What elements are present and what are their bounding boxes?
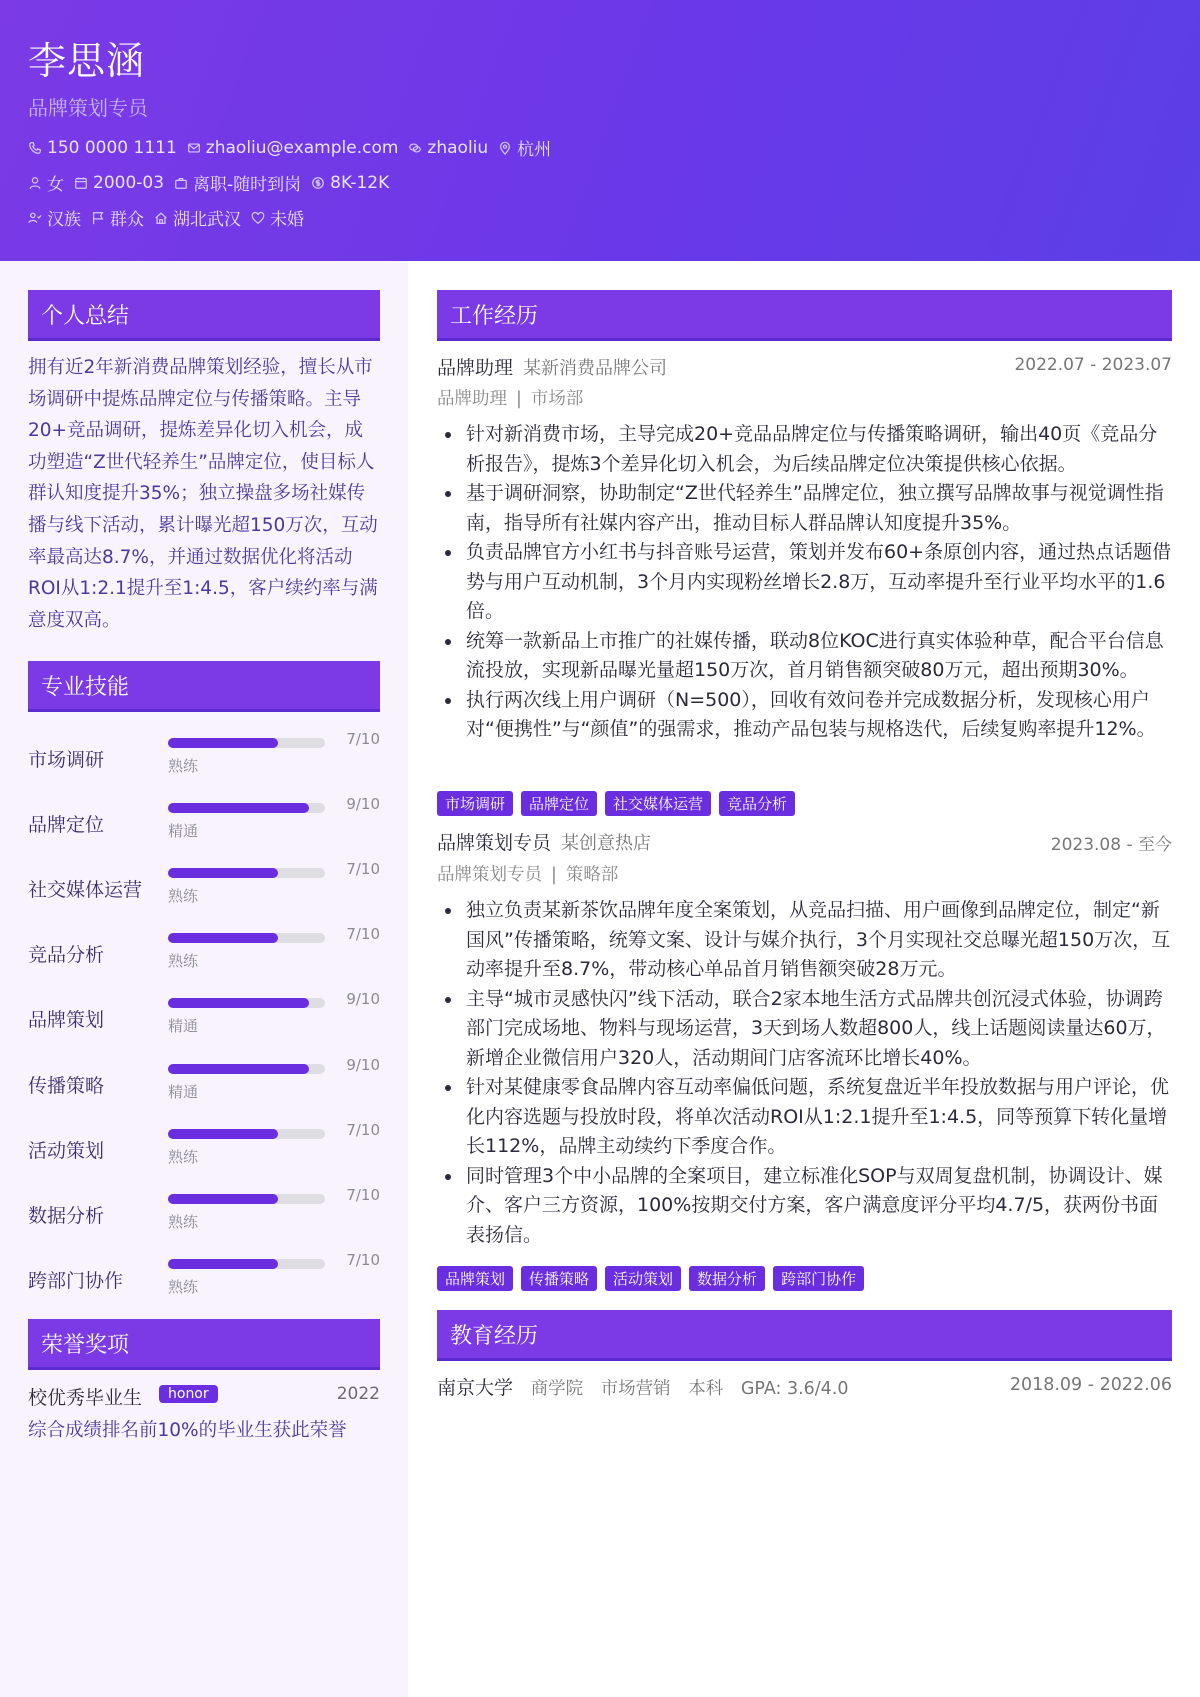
job-header xyxy=(437,828,1172,855)
skill-bar-fill xyxy=(168,738,278,748)
briefcase-icon xyxy=(174,176,188,190)
hometown-item xyxy=(154,205,241,230)
skill-row xyxy=(28,795,380,856)
skill-tag: 传播策略 xyxy=(521,1266,597,1291)
skill-bar-fill xyxy=(168,868,278,878)
skill-level: 精通 xyxy=(168,1017,199,1036)
politics-item xyxy=(91,205,144,230)
candidate-title: 品牌策划专员 xyxy=(28,96,148,120)
separator: | xyxy=(551,865,557,885)
summary-text: 拥有近2年新消费品牌策划经验，擅长从市场调研中提炼品牌定位与传播策略。主导20+竞品调研，提炼差异化切入机会，成功塑造“Z世代轻养生”品牌定位，使目标人群认知度提升35%；独立操盘多场社媒传播与线下活动，累计曝光超150万次，互动率最高达8.7%，并通过数据优化将活动ROI从1:2.1提升至1:4.5，客户续约率与满意度双高。 xyxy=(28,357,378,631)
contact-row xyxy=(28,135,561,160)
skill-row xyxy=(28,925,380,986)
email-item xyxy=(187,138,399,158)
basic-info-row xyxy=(28,170,399,195)
skill-score: 9/10 xyxy=(346,795,380,814)
flag-icon xyxy=(91,211,105,225)
honor-item xyxy=(28,1383,380,1441)
skill-level: 熟练 xyxy=(168,887,199,906)
heart-icon xyxy=(251,211,265,225)
job-department: 策略部 xyxy=(565,865,619,885)
skill-tag: 品牌策划 xyxy=(437,1266,513,1291)
job-role: 品牌助理 xyxy=(437,357,514,379)
skill-bar-fill xyxy=(168,998,309,1008)
skill-name: 竞品分析 xyxy=(28,944,105,967)
skill-row xyxy=(28,1185,380,1247)
skill-score: 7/10 xyxy=(346,1185,380,1204)
section-title-work: 工作经历 xyxy=(437,290,1172,338)
city-item xyxy=(498,135,551,160)
skill-bar-fill xyxy=(168,803,309,813)
skill-bar-fill xyxy=(168,1129,278,1139)
skill-tag: 数据分析 xyxy=(689,1266,765,1291)
job-bullet: 同时管理3个中小品牌的全案项目，建立标准化SOP与双周复盘机制，协调设计、媒介、客户三方资源，100%按期交付方案，客户满意度评分平均4.7/5，获两份书面表扬信。 xyxy=(437,1162,1172,1251)
marital-item xyxy=(251,205,304,230)
job-role: 品牌策划专员 xyxy=(437,832,552,854)
skill-name: 品牌策划 xyxy=(28,1009,105,1032)
honor-description: 综合成绩排名前10%的毕业生获此荣誉 xyxy=(28,1420,347,1441)
skill-name: 品牌定位 xyxy=(28,814,105,837)
job-bullet: 独立负责某新茶饮品牌年度全案策划，从竞品扫描、用户画像到品牌定位，制定“新国风”传播策略，统筹文案、设计与媒介执行，3个月实现社交总曝光超150万次，互动率提升至8.7%，带动核心单品首月销售额突破28万元。 xyxy=(437,896,1172,985)
gender-item xyxy=(28,170,64,195)
skill-level: 熟练 xyxy=(168,1277,199,1296)
job-bullet: 执行两次线上用户调研（N=500），回收有效问卷并完成数据分析，发现核心用户对“便携性”与“颜值”的强需求，推动产品包装与规格迭代，后续复购率提升12%。 xyxy=(437,686,1172,745)
job-header xyxy=(437,353,1172,380)
skill-name: 跨部门协作 xyxy=(28,1269,124,1292)
honor-name: 校优秀毕业生 xyxy=(28,1387,143,1409)
status-text: 离职-随时到岗 xyxy=(193,175,302,195)
job-date: 2022.07 - 2023.07 xyxy=(1014,355,1172,375)
skill-bar-fill xyxy=(168,933,278,943)
job-position: 品牌助理 xyxy=(437,389,507,409)
skill-score: 7/10 xyxy=(346,1250,380,1269)
separator: | xyxy=(516,389,522,409)
salary-text: 8K-12K xyxy=(330,172,390,193)
skill-score: 7/10 xyxy=(346,860,380,879)
job-subline xyxy=(437,861,618,886)
skill-name: 传播策略 xyxy=(28,1074,105,1097)
job-company: 某创意热店 xyxy=(561,833,652,854)
skill-tag: 社交媒体运营 xyxy=(605,791,711,816)
job-tags xyxy=(437,791,803,816)
status-item xyxy=(174,170,301,195)
edu-degree: 本科 xyxy=(688,1379,724,1399)
skill-bar-track xyxy=(168,933,325,943)
skill-row xyxy=(28,730,380,791)
skill-name: 活动策划 xyxy=(28,1139,105,1162)
education-item xyxy=(437,1373,1172,1400)
hometown-text: 湖北武汉 xyxy=(173,210,241,230)
ethnicity-text: 汉族 xyxy=(47,210,81,230)
wechat-icon xyxy=(408,141,422,155)
edu-college: 商学院 xyxy=(530,1379,584,1399)
skill-bar-track xyxy=(168,1064,325,1074)
job-date: 2023.08 - 至今 xyxy=(1050,835,1172,855)
skill-level: 熟练 xyxy=(168,1147,199,1166)
honor-year: 2022 xyxy=(336,1384,380,1404)
job-bullet: 基于调研洞察，协助制定“Z世代轻养生”品牌定位，独立撰写品牌故事与视觉调性指南，指导所有社媒内容产出，推动目标人群品牌认知度提升35%。 xyxy=(437,479,1172,538)
skill-bar-track xyxy=(168,738,325,748)
gender-text: 女 xyxy=(47,175,64,195)
skill-tag: 活动策划 xyxy=(605,1266,681,1291)
ethnicity-item xyxy=(28,205,81,230)
skill-tag: 市场调研 xyxy=(437,791,513,816)
mail-icon xyxy=(187,141,201,155)
skill-bar-track xyxy=(168,803,325,813)
money-icon xyxy=(311,176,325,190)
job-bullet: 主导“城市灵感快闪”线下活动，联合2家本地生活方式品牌共创沉浸式体验，协调跨部门完成场地、物料与现场运营，3天到场人数超800人，线上话题阅读量达60万，新增企业微信用户320人，活动期间门店客流环比增长40%。 xyxy=(437,985,1172,1074)
section-title-summary: 个人总结 xyxy=(28,290,380,338)
salary-item xyxy=(311,173,389,193)
skill-name: 数据分析 xyxy=(28,1204,105,1227)
location-icon xyxy=(498,141,512,155)
skill-row xyxy=(28,1250,380,1312)
job-bullet: 针对某健康零食品牌内容互动率偏低问题，系统复盘近半年投放数据与用户评论，优化内容选题与投放时段，将单次活动ROI从1:2.1提升至1:4.5，同等预算下转化量增长112%，品牌主动续约下季度合作。 xyxy=(437,1073,1172,1162)
job-company: 某新消费品牌公司 xyxy=(523,358,668,379)
section-title-skills: 专业技能 xyxy=(28,661,380,709)
job-bullets xyxy=(437,420,1172,745)
marital-text: 未婚 xyxy=(270,210,304,230)
skill-bar-track xyxy=(168,1194,325,1204)
skill-bar-track xyxy=(168,1259,325,1269)
birth-text: 2000-03 xyxy=(93,172,165,193)
skill-row xyxy=(28,860,380,921)
skill-bar-fill xyxy=(168,1259,278,1269)
wechat-text: zhaoliu xyxy=(427,137,489,158)
phone-icon xyxy=(28,141,42,155)
job-tags xyxy=(437,1266,872,1291)
skill-row xyxy=(28,1055,380,1117)
skill-name: 市场调研 xyxy=(28,749,105,771)
skill-bar-track xyxy=(168,868,325,878)
skill-row xyxy=(28,1120,380,1182)
skill-name: 社交媒体运营 xyxy=(28,879,143,902)
skill-level: 精通 xyxy=(168,822,199,841)
skill-level: 熟练 xyxy=(168,952,199,971)
wechat-item xyxy=(408,138,488,158)
skill-level: 熟练 xyxy=(168,1212,199,1231)
email-text: zhaoliu@example.com xyxy=(205,137,399,158)
honor-badge: honor xyxy=(159,1385,218,1403)
skill-bar-fill xyxy=(168,1194,278,1204)
skill-row xyxy=(28,990,380,1051)
skill-bar-track xyxy=(168,998,325,1008)
candidate-name: 李思涵 xyxy=(28,39,146,83)
job-position: 品牌策划专员 xyxy=(437,865,542,885)
skill-score: 7/10 xyxy=(346,925,380,944)
city-text: 杭州 xyxy=(517,140,552,160)
person-icon xyxy=(28,176,42,190)
skill-tag: 竞品分析 xyxy=(719,791,795,816)
skill-level: 精通 xyxy=(168,1082,199,1101)
skill-score: 9/10 xyxy=(346,990,380,1009)
skill-bar-fill xyxy=(168,1064,309,1074)
job-bullets xyxy=(437,896,1172,1250)
job-bullet: 负责品牌官方小红书与抖音账号运营，策划并发布60+条原创内容，通过热点话题借势与用户互动机制，3个月内实现粉丝增长2.8万，互动率提升至行业平均水平的1.6倍。 xyxy=(437,538,1172,627)
edu-date: 2018.09 - 2022.06 xyxy=(1009,1375,1172,1395)
job-bullet: 针对新消费市场，主导完成20+竞品品牌定位与传播策略调研，输出40页《竞品分析报告》，提炼3个差异化切入机会，为后续品牌定位决策提供核心依据。 xyxy=(437,420,1172,479)
edu-gpa: GPA: 3.6/4.0 xyxy=(740,1379,849,1399)
skill-tag: 品牌定位 xyxy=(521,791,597,816)
job-bullet: 统筹一款新品上市推广的社媒传播，联动8位KOC进行真实体验种草，配合平台信息流投放，实现新品曝光量超150万次，首月销售额突破80万元，超出预期30%。 xyxy=(437,627,1172,686)
home-icon xyxy=(154,211,168,225)
job-department: 市场部 xyxy=(530,389,584,409)
skill-score: 7/10 xyxy=(346,730,380,748)
calendar-icon xyxy=(74,176,88,190)
politics-text: 群众 xyxy=(110,210,144,230)
skill-tag: 跨部门协作 xyxy=(773,1266,864,1291)
skill-level: 熟练 xyxy=(168,757,199,775)
edu-school: 南京大学 xyxy=(437,1377,514,1399)
edu-major: 市场营销 xyxy=(600,1379,671,1399)
people-icon xyxy=(28,211,42,225)
skill-score: 9/10 xyxy=(346,1055,380,1074)
birth-item xyxy=(74,173,164,193)
extra-info-row xyxy=(28,205,314,230)
section-title-education: 教育经历 xyxy=(437,1310,1172,1358)
job-subline xyxy=(437,385,583,410)
skill-score: 7/10 xyxy=(346,1120,380,1139)
skill-bar-track xyxy=(168,1129,325,1139)
phone-text: 150 0000 1111 xyxy=(47,137,177,158)
phone-item xyxy=(28,138,177,158)
section-title-honors: 荣誉奖项 xyxy=(28,1319,380,1367)
resume-header xyxy=(0,0,1200,261)
